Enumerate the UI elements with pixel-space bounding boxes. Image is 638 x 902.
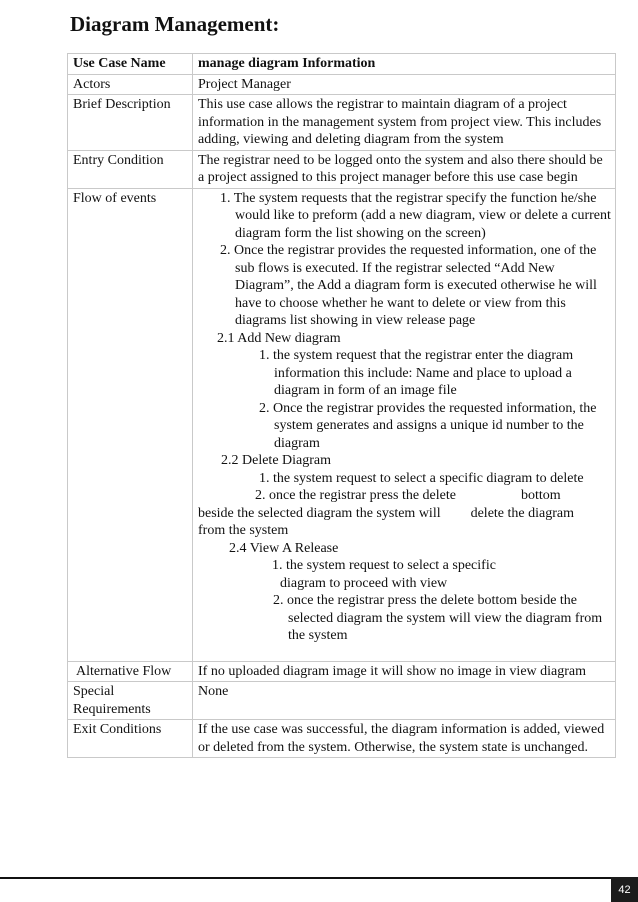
table-row-brief-description (68, 95, 616, 151)
subflow-2-1-title: 2.1 Add New diagram (217, 330, 341, 346)
subflow-2-2-step-1: 1. the system request to select a specific diagram to delete (259, 470, 584, 486)
brief-description-value: This use case allows the registrar to maintain diagram of a project information in the management system from project view. This includes adding, viewing and deleting diagram from the system (193, 95, 616, 151)
page-title: Diagram Management: (70, 12, 280, 36)
flow-step-2: 2. Once the registrar provides the requested information, one of the sub flows is executed. If the registrar selected “Add New Diagram”, the Add a diagram form is executed otherwise he will have to choose whether he want to delete or view from this diagrams list showing in view release page (220, 243, 597, 328)
table-row-alternative-flow (68, 661, 616, 682)
brief-description-label: Brief Description (68, 95, 193, 151)
entry-condition-label: Entry Condition (68, 150, 193, 188)
alternative-flow-label: Alternative Flow (68, 661, 193, 682)
actors-label: Actors (68, 74, 193, 95)
subflow-2-2-step-2-part-a: 2. once the registrar press the delete (255, 488, 456, 503)
actors-value: Project Manager (193, 74, 616, 95)
subflow-2-4-step-2: 2. once the registrar press the delete bottom beside the selected diagram the system will view the diagram from the system (273, 593, 603, 643)
subflow-2-2-step-2-part-b: bottom (520, 488, 561, 503)
table-row-entry-condition (68, 150, 616, 188)
special-requirements-label: Special Requirements (68, 682, 193, 720)
footer-rule (0, 877, 611, 879)
table-row-exit-conditions (68, 720, 616, 758)
special-requirements-value: None (193, 682, 616, 720)
entry-condition-value: The registrar need to be logged onto the system and also there should be a project assigned to this project manager before this use case begin (193, 150, 616, 188)
subflow-2-2-step-2-part-e: from the system (198, 523, 289, 538)
use-case-table (67, 53, 616, 758)
table-row-actors (68, 74, 616, 95)
subflow-2-4-step-1-a: 1. the system request to select a specific (272, 558, 496, 573)
table-row-special-requirements (68, 682, 616, 720)
use-case-name-label: Use Case Name (68, 54, 193, 75)
subflow-2-2-step-2-part-d: delete the diagram (470, 505, 574, 521)
exit-conditions-label: Exit Conditions (68, 720, 193, 758)
table-row-use-case-name (68, 54, 616, 75)
subflow-2-2-step-2 (198, 487, 611, 505)
alternative-flow-value: If no uploaded diagram image it will show no image in view diagram (193, 661, 616, 682)
subflow-2-1-step-1: 1. the system request that the registrar enter the diagram information this include: Name and place to upload a diagram in form of an image file (259, 348, 574, 398)
use-case-name-value: manage diagram Information (193, 54, 616, 75)
subflow-2-2-title: 2.2 Delete Diagram (221, 453, 332, 468)
subflow-2-1-step-2: 2. Once the registrar provides the requested information, the system generates and assigns a unique id number to the diagram (259, 400, 597, 451)
subflow-2-4-step-1-b: diagram to proceed with view (280, 575, 448, 591)
subflow-2-2-step-2-part-c: beside the selected diagram the system will (198, 505, 441, 521)
table-row-flow-of-events (68, 188, 616, 661)
flow-of-events-value (193, 188, 616, 661)
page-number: 42 (611, 877, 638, 902)
flow-of-events-label: Flow of events (68, 188, 193, 661)
subflow-2-2-step-2-cont (198, 505, 611, 523)
flow-step-1: 1. The system requests that the registrar specify the function he/she would like to preform (add a new diagram, view or delete a current diagram form the list showing on the screen) (220, 190, 611, 241)
subflow-2-4-title: 2.4 View A Release (229, 540, 339, 556)
exit-conditions-value: If the use case was successful, the diagram information is added, viewed or deleted from the system. Otherwise, the system state is unchanged. (193, 720, 616, 758)
